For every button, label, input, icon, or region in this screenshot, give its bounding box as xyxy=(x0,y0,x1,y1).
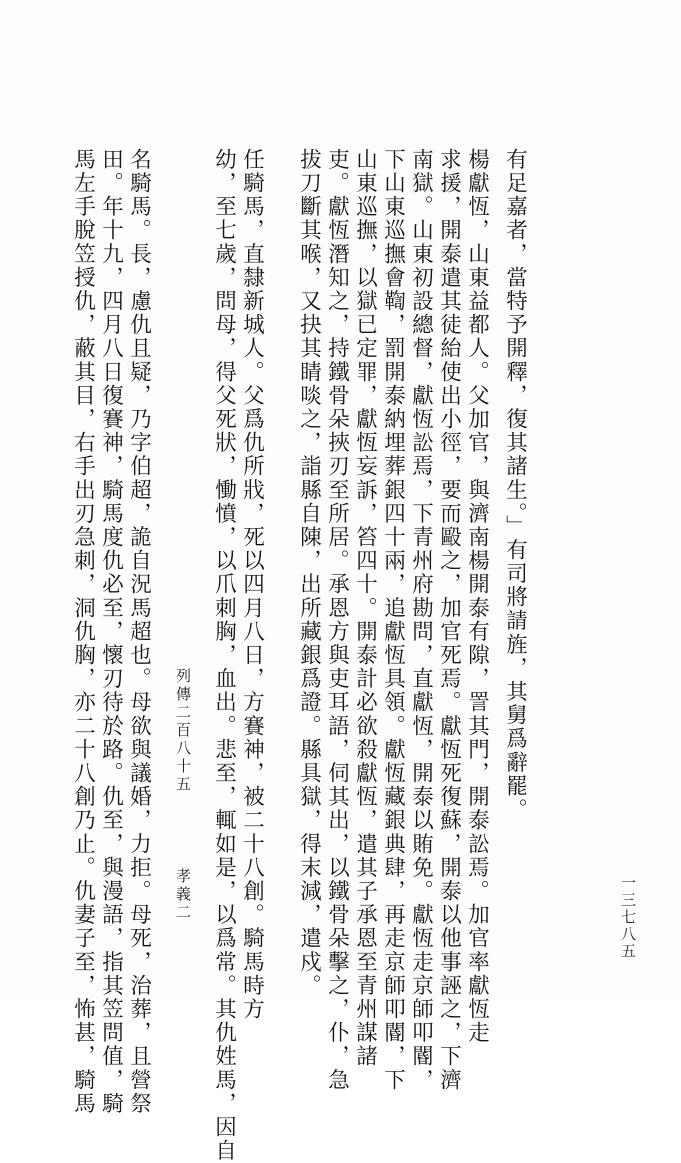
page-number: 一三七八五 xyxy=(619,875,637,960)
text-column: 有足嘉者，當特予開釋，復其諸生。」有司將請旌，其舅爲辭罷。 xyxy=(502,148,528,822)
text-column: 吏。獻恆潛知之，持鐵骨朵挾刃至所居。承恩方與吏耳語，伺其出，以鐵骨朵擊之，仆，急 xyxy=(324,148,350,1092)
text-column: 任騎馬，直隸新城人。父爲仇所戕，死以四月八日，方賽神，被二十八創。騎馬時方 xyxy=(239,148,265,1022)
text-column: 楊獻恆，山東益都人。父加官，與濟南楊開泰有隙，詈其門，開泰訟焉。加官率獻恆走 xyxy=(464,148,490,1045)
text-column: 求援，開泰遣其徒紿使出小徑，要而毆之，加官死焉。獻恆死復蘇，開泰以他事誣之，下濟 xyxy=(436,148,462,1092)
text-column: 幼，至七歲，問母，得父死狀，慟憤，以爪刺胸，血出。悲至，輒如是，以爲常。其仇姓馬，因自 xyxy=(211,148,237,1163)
margin-title: 列傳二百八十五 xyxy=(174,668,192,794)
text-column: 名騎馬。長，慮仇且疑，乃字伯超，詭自況馬超也。母欲與議婚，力拒。母死，治葬，且營祭 xyxy=(126,148,152,1116)
text-column: 田。年十九，四月八日復賽神，騎馬度仇必至，懷刃待於路。仇至，與漫語，指其笠問值，騎 xyxy=(98,148,124,1116)
text-column: 南獄。山東初設總督，獻恆訟焉，下青州府勘問，直獻恆，開泰以賄免。獻恆走京師叩閽， xyxy=(408,148,434,1092)
text-column: 馬左手脫笠授仇，蔽其目，右手出刃急刺，洞仇胸，亦二十八創乃止。仇妻子至，怖甚，騎馬 xyxy=(70,148,96,1116)
text-column: 拔刀斷其喉，又抉其睛啖之，詣縣自陳，出所藏銀爲證。縣具獄，得末減，遣戍。 xyxy=(296,148,322,998)
margin-chapter: 孝義二 xyxy=(174,868,192,922)
text-column: 山東巡撫，以獄已定罪，獻恆妄訴，笞四十。開泰計必欲殺獻恆，遣其子承恩至青州謀諸 xyxy=(352,148,378,1069)
text-column: 下山東巡撫會鞫，罰開泰納埋葬銀四十兩，追獻恆具領。獻恆藏銀典肆，再走京師叩閽，下 xyxy=(380,148,406,1092)
